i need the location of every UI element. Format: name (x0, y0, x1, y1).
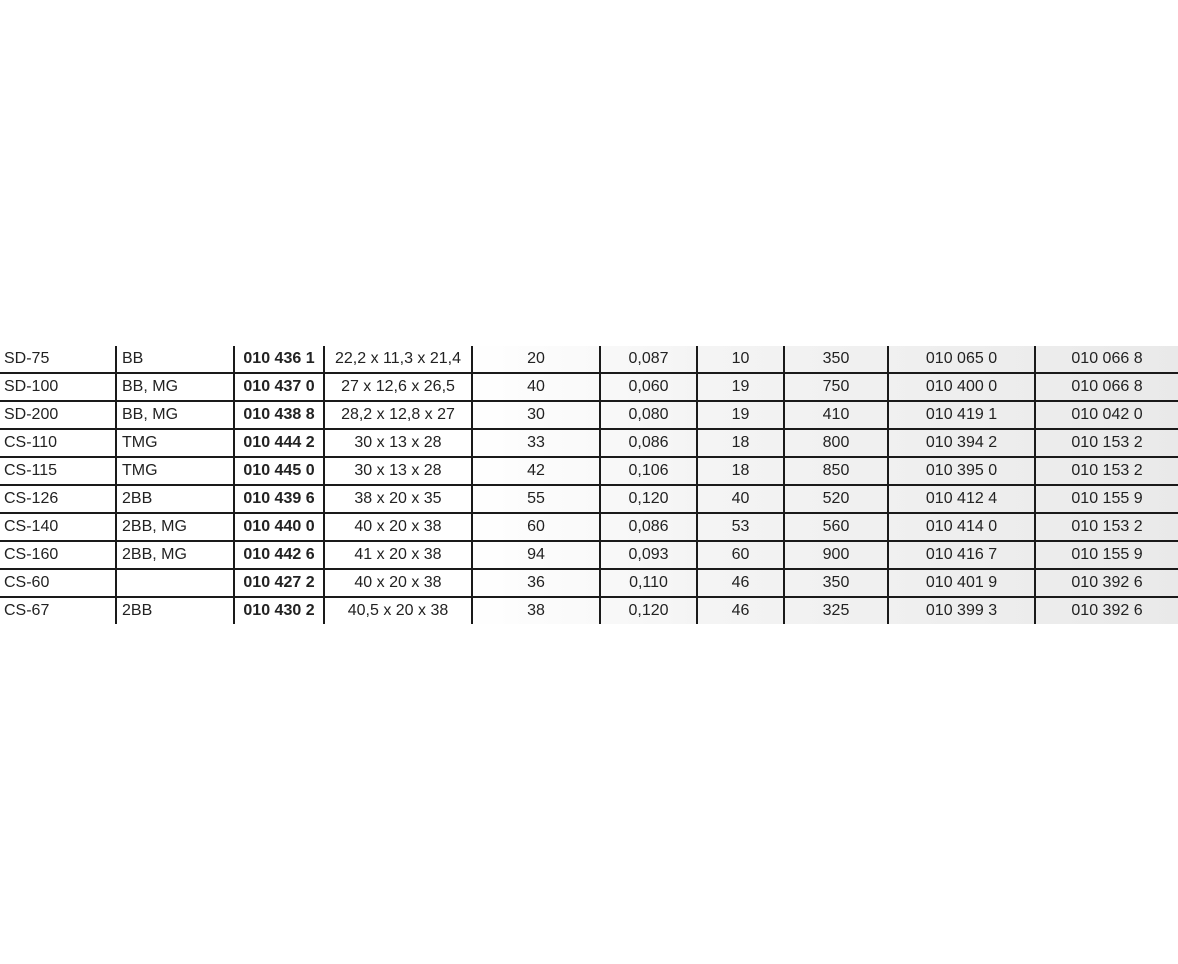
cell-model: CS-140 (0, 513, 116, 541)
cell-value-3: 40 (697, 485, 784, 513)
cell-part-no-2: 010 153 2 (1035, 457, 1178, 485)
cell-part-no-2: 010 153 2 (1035, 429, 1178, 457)
cell-value-4: 850 (784, 457, 888, 485)
cell-value-1: 60 (472, 513, 600, 541)
cell-order-no: 010 437 0 (234, 373, 324, 401)
cell-value-1: 40 (472, 373, 600, 401)
cell-order-no: 010 439 6 (234, 485, 324, 513)
cell-value-4: 410 (784, 401, 888, 429)
cell-order-no: 010 430 2 (234, 597, 324, 624)
cell-value-2: 0,086 (600, 429, 697, 457)
cell-value-4: 350 (784, 569, 888, 597)
cell-dimensions: 40,5 x 20 x 38 (324, 597, 472, 624)
cell-value-2: 0,087 (600, 346, 697, 373)
cell-dimensions: 30 x 13 x 28 (324, 429, 472, 457)
cell-value-3: 60 (697, 541, 784, 569)
cell-value-1: 33 (472, 429, 600, 457)
cell-part-no-1: 010 416 7 (888, 541, 1035, 569)
cell-model: CS-110 (0, 429, 116, 457)
cell-model: SD-75 (0, 346, 116, 373)
cell-value-3: 19 (697, 373, 784, 401)
cell-model: CS-115 (0, 457, 116, 485)
cell-value-2: 0,106 (600, 457, 697, 485)
cell-bearing: 2BB, MG (116, 541, 234, 569)
cell-part-no-1: 010 419 1 (888, 401, 1035, 429)
cell-model: CS-67 (0, 597, 116, 624)
cell-value-1: 94 (472, 541, 600, 569)
cell-model: CS-160 (0, 541, 116, 569)
cell-dimensions: 38 x 20 x 35 (324, 485, 472, 513)
cell-bearing: TMG (116, 457, 234, 485)
cell-bearing (116, 569, 234, 597)
table-row (0, 401, 1178, 429)
cell-part-no-2: 010 066 8 (1035, 373, 1178, 401)
cell-order-no: 010 442 6 (234, 541, 324, 569)
cell-part-no-2: 010 155 9 (1035, 541, 1178, 569)
cell-part-no-1: 010 395 0 (888, 457, 1035, 485)
cell-bearing: BB, MG (116, 401, 234, 429)
cell-value-2: 0,093 (600, 541, 697, 569)
table-row (0, 429, 1178, 457)
cell-value-4: 350 (784, 346, 888, 373)
cell-value-2: 0,110 (600, 569, 697, 597)
cell-value-1: 30 (472, 401, 600, 429)
table-row (0, 346, 1178, 373)
cell-value-4: 800 (784, 429, 888, 457)
cell-dimensions: 40 x 20 x 38 (324, 513, 472, 541)
cell-part-no-2: 010 155 9 (1035, 485, 1178, 513)
table-row (0, 541, 1178, 569)
cell-bearing: TMG (116, 429, 234, 457)
cell-value-1: 38 (472, 597, 600, 624)
cell-value-4: 750 (784, 373, 888, 401)
cell-part-no-2: 010 392 6 (1071, 602, 1143, 619)
cell-order-no: 010 427 2 (234, 569, 324, 597)
spec-table (0, 346, 1178, 624)
cell-part-no-1: 010 400 0 (888, 373, 1035, 401)
cell-value-1: 42 (472, 457, 600, 485)
cell-value-3: 10 (697, 346, 784, 373)
cell-part-no-1: 010 401 9 (888, 569, 1035, 597)
cell-part-no-2: 010 066 8 (1035, 346, 1178, 373)
cell-order-no: 010 445 0 (234, 457, 324, 485)
cell-value-2: 0,086 (600, 513, 697, 541)
table-row (0, 485, 1178, 513)
cell-value-4: 520 (784, 485, 888, 513)
table-row (0, 597, 1178, 624)
table-row (0, 373, 1178, 401)
table-row (0, 569, 1178, 597)
cell-model: SD-200 (0, 401, 116, 429)
cell-value-3: 18 (697, 457, 784, 485)
cell-dimensions: 41 x 20 x 38 (324, 541, 472, 569)
cell-value-2: 0,120 (600, 485, 697, 513)
cell-value-4: 560 (784, 513, 888, 541)
cell-bearing: 2BB (116, 485, 234, 513)
cell-value-3: 46 (697, 597, 784, 624)
cell-dimensions: 27 x 12,6 x 26,5 (324, 373, 472, 401)
cell-part-no-1: 010 412 4 (888, 485, 1035, 513)
cell-order-no: 010 438 8 (234, 401, 324, 429)
cell-part-no-1: 010 065 0 (888, 346, 1035, 373)
cell-value-4: 325 (784, 597, 888, 624)
table-body (0, 346, 1178, 624)
cell-part-no-2: 010 042 0 (1035, 401, 1178, 429)
cell-part-no-2: 010 392 6 (1035, 569, 1178, 597)
cell-order-no: 010 440 0 (234, 513, 324, 541)
cell-dimensions: 22,2 x 11,3 x 21,4 (324, 346, 472, 373)
cell-value-2: 0,060 (600, 373, 697, 401)
cell-value-2: 0,080 (600, 401, 697, 429)
cell-bearing: 2BB (116, 597, 234, 624)
cell-value-1: 55 (472, 485, 600, 513)
cell-dimensions: 30 x 13 x 28 (324, 457, 472, 485)
cell-value-2: 0,120 (600, 597, 697, 624)
cell-order-no: 010 444 2 (234, 429, 324, 457)
cell-bearing: 2BB, MG (116, 513, 234, 541)
cell-value-1: 20 (472, 346, 600, 373)
cell-model: CS-60 (0, 569, 116, 597)
cell-value-3: 18 (697, 429, 784, 457)
cell-value-3: 53 (697, 513, 784, 541)
cell-part-no-1: 010 414 0 (888, 513, 1035, 541)
table-row (0, 513, 1178, 541)
cell-part-no-1: 010 399 3 (888, 597, 1035, 624)
cell-order-no: 010 436 1 (234, 346, 324, 373)
cell-value-3: 19 (697, 401, 784, 429)
cell-model: CS-126 (0, 485, 116, 513)
cell-value-4: 900 (784, 541, 888, 569)
cell-model: SD-100 (0, 373, 116, 401)
cell-value-1: 36 (472, 569, 600, 597)
cell-dimensions: 40 x 20 x 38 (324, 569, 472, 597)
cell-bearing: BB, MG (116, 373, 234, 401)
cell-dimensions: 28,2 x 12,8 x 27 (324, 401, 472, 429)
table-row (0, 457, 1178, 485)
cell-bearing: BB (116, 346, 234, 373)
cell-value-3: 46 (697, 569, 784, 597)
cell-part-no-2: 010 153 2 (1035, 513, 1178, 541)
cell-part-no-1: 010 394 2 (888, 429, 1035, 457)
